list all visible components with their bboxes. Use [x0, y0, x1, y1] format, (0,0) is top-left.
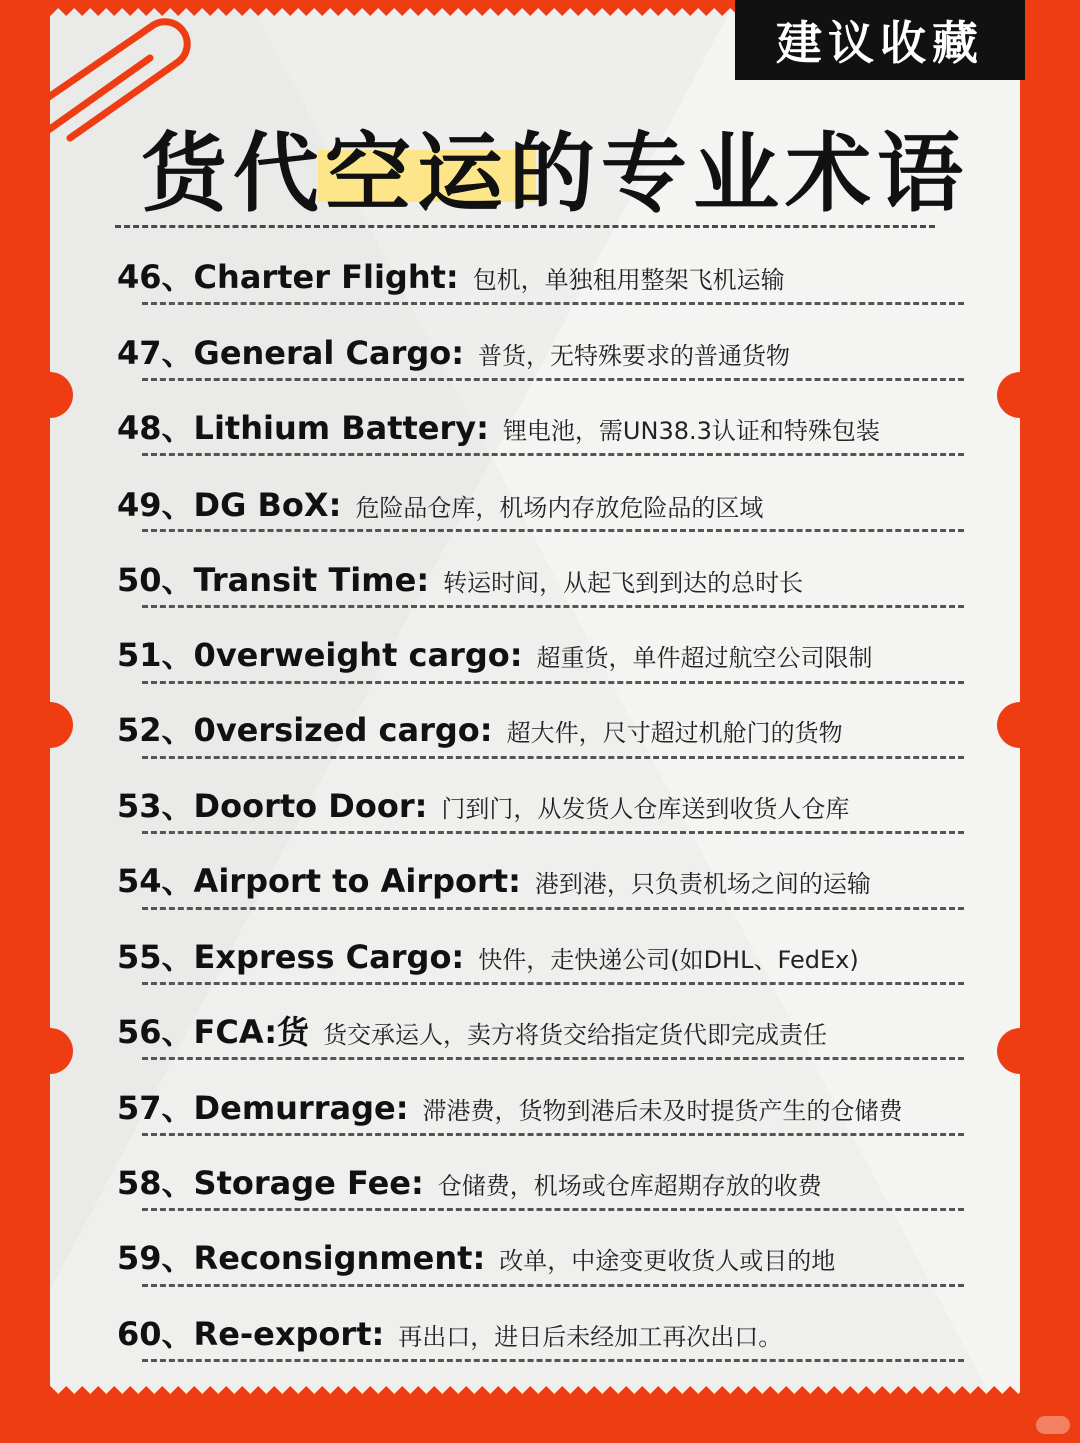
divider: [142, 982, 964, 985]
term-name: General Cargo:: [193, 334, 465, 372]
divider: [142, 907, 964, 910]
title-divider: [115, 225, 935, 228]
term-number: 59、: [117, 1239, 194, 1277]
term-item: [117, 705, 843, 749]
term-item: [117, 1007, 828, 1051]
term-description: 港到港，只负责机场之间的运输: [534, 870, 871, 898]
divider: [142, 1133, 964, 1136]
paper-notch-right: [997, 1028, 1043, 1074]
term-number: 52、: [117, 711, 194, 749]
term-number: 54、: [117, 862, 194, 900]
term-number: 47、: [117, 334, 194, 372]
term-name: Re-export:: [193, 1315, 385, 1353]
term-description: 货交承运人，卖方将货交给指定货代即完成责任: [323, 1021, 828, 1049]
term-description: 超大件，尺寸超过机舱门的货物: [506, 719, 843, 747]
paper-notch-left: [27, 372, 73, 418]
term-name: DG BoX:: [193, 486, 342, 524]
term-description: 改单，中途变更收货人或目的地: [499, 1247, 836, 1275]
term-item: [117, 781, 850, 825]
term-item: [117, 555, 804, 599]
term-description: 包机，单独租用整架飞机运输: [472, 266, 785, 294]
term-description: 仓储费，机场或仓库超期存放的收费: [437, 1172, 822, 1200]
divider: [142, 756, 964, 759]
paper-notch-right: [997, 372, 1043, 418]
term-description: 危险品仓库，机场内存放危险品的区域: [355, 494, 764, 522]
divider: [142, 1208, 964, 1211]
term-name: Airport to Airport:: [193, 862, 521, 900]
divider: [142, 453, 964, 456]
term-name: Charter Flight:: [193, 258, 459, 296]
term-description: 快件，走快递公司(如DHL、FedEx): [478, 946, 859, 974]
term-item: [117, 856, 871, 900]
divider: [142, 302, 964, 305]
divider: [142, 529, 964, 532]
term-item: [117, 1233, 836, 1277]
term-number: 58、: [117, 1164, 194, 1202]
divider: [142, 1359, 964, 1362]
term-number: 46、: [117, 258, 194, 296]
term-description: 转运时间，从起飞到到达的总时长: [443, 569, 804, 597]
term-item: [117, 252, 785, 296]
paper-notch-left: [27, 702, 73, 748]
term-item: [117, 630, 873, 674]
term-name: Doorto Door:: [193, 787, 428, 825]
term-item: [117, 328, 791, 372]
term-number: 48、: [117, 409, 194, 447]
term-name: Demurrage:: [193, 1089, 409, 1127]
term-name: Express Cargo:: [193, 938, 465, 976]
term-number: 50、: [117, 561, 194, 599]
divider: [142, 605, 964, 608]
divider: [142, 831, 964, 834]
paper-notch-right: [997, 702, 1043, 748]
bookmark-badge: 建议收藏: [735, 0, 1025, 80]
term-item: [117, 403, 880, 447]
divider: [142, 1057, 964, 1060]
term-description: 滞港费，货物到港后未及时提货产生的仓储费: [422, 1097, 903, 1125]
term-name: 0versized cargo:: [193, 711, 493, 749]
divider: [142, 1284, 964, 1287]
paper-notch-left: [27, 1028, 73, 1074]
term-number: 57、: [117, 1089, 194, 1127]
term-item: [117, 1083, 903, 1127]
term-item: [117, 480, 764, 524]
term-number: 53、: [117, 787, 194, 825]
term-number: 51、: [117, 636, 194, 674]
term-name: FCA:货: [193, 1013, 310, 1051]
term-description: 超重货，单件超过航空公司限制: [536, 644, 873, 672]
term-name: 0verweight cargo:: [193, 636, 523, 674]
watermark-badge: [1036, 1416, 1070, 1434]
term-name: Transit Time:: [193, 561, 430, 599]
paper-zigzag-bottom: [50, 1386, 1020, 1402]
term-name: Storage Fee:: [193, 1164, 424, 1202]
term-number: 56、: [117, 1013, 194, 1051]
term-description: 再出口，进日后未经加工再次出口。: [398, 1323, 783, 1351]
term-description: 门到门，从发货人仓库送到收货人仓库: [441, 795, 850, 823]
term-item: [117, 1309, 783, 1353]
term-number: 55、: [117, 938, 194, 976]
term-item: [117, 1158, 822, 1202]
term-name: Lithium Battery:: [193, 409, 489, 447]
term-number: 60、: [117, 1315, 194, 1353]
divider: [142, 681, 964, 684]
page-title: 货代空运的专业术语: [141, 124, 969, 224]
term-item: [117, 932, 859, 976]
term-description: 锂电池，需UN38.3认证和特殊包装: [502, 417, 880, 445]
term-name: Reconsignment:: [193, 1239, 486, 1277]
term-description: 普货，无特殊要求的普通货物: [478, 342, 791, 370]
term-number: 49、: [117, 486, 194, 524]
divider: [142, 378, 964, 381]
